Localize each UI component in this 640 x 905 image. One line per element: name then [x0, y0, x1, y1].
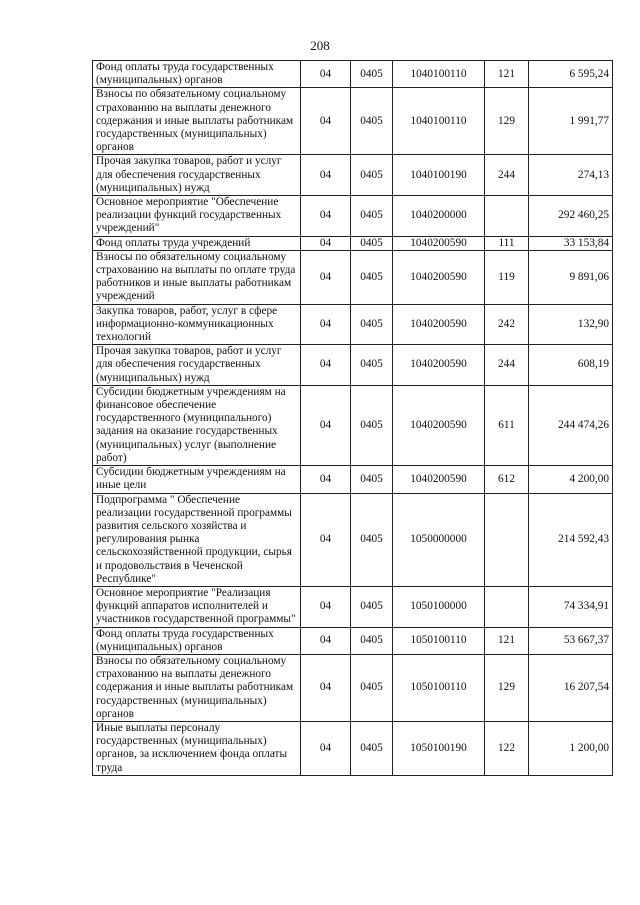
row-expense-type: 611	[485, 385, 529, 465]
row-name: Прочая закупка товаров, работ и услуг для обеспечения государственных (муниципальных) нужд	[93, 155, 301, 196]
row-name: Субсидии бюджетным учреждениям на иные цели	[93, 466, 301, 493]
row-target-article: 1040200590	[393, 466, 485, 493]
row-target-article: 1050100000	[393, 586, 485, 627]
table-row	[93, 493, 613, 586]
row-subsection: 0405	[351, 627, 393, 654]
row-target-article: 1040200590	[393, 385, 485, 465]
row-expense-type: 121	[485, 627, 529, 654]
row-amount: 16 207,54	[529, 654, 613, 721]
row-section: 04	[301, 196, 351, 237]
row-name: Взносы по обязательному социальному страхованию на выплаты денежного содержания и иные выплаты работникам государственных (муниципальных) органов	[93, 654, 301, 721]
row-target-article: 1040200590	[393, 236, 485, 250]
row-name: Прочая закупка товаров, работ и услуг для обеспечения государственных (муниципальных) нужд	[93, 345, 301, 386]
table-row	[93, 586, 613, 627]
row-section: 04	[301, 466, 351, 493]
row-name: Иные выплаты персоналу государственных (муниципальных) органов, за исключением фонда оплаты труда	[93, 721, 301, 775]
row-amount: 53 667,37	[529, 627, 613, 654]
row-expense-type: 119	[485, 250, 529, 304]
row-subsection: 0405	[351, 196, 393, 237]
row-subsection: 0405	[351, 61, 393, 88]
row-expense-type: 242	[485, 304, 529, 345]
row-section: 04	[301, 721, 351, 775]
row-section: 04	[301, 61, 351, 88]
row-subsection: 0405	[351, 155, 393, 196]
budget-table	[92, 60, 613, 776]
row-name: Взносы по обязательному социальному страхованию на выплаты по оплате труда работников и иные выплаты работникам учреждений	[93, 250, 301, 304]
row-subsection: 0405	[351, 345, 393, 386]
row-expense-type: 129	[485, 88, 529, 155]
table-row	[93, 304, 613, 345]
row-name: Подпрограмма " Обеспечение реализации государственной программы развития сельского хозяйства и регулирования рынка сельскохозяйственной продукции, сырья и продовольствия в Чеченской Республике"	[93, 493, 301, 586]
row-target-article: 1040200000	[393, 196, 485, 237]
row-expense-type: 121	[485, 61, 529, 88]
row-amount: 274,13	[529, 155, 613, 196]
row-target-article: 1040100190	[393, 155, 485, 196]
row-amount: 74 334,91	[529, 586, 613, 627]
row-section: 04	[301, 586, 351, 627]
row-name: Взносы по обязательному социальному страхованию на выплаты денежного содержания и иные выплаты работникам государственных (муниципальных) органов	[93, 88, 301, 155]
row-amount: 9 891,06	[529, 250, 613, 304]
row-name: Субсидии бюджетным учреждениям на финансовое обеспечение государственного (муниципального) задания на оказание государственных (муниципальных) услуг (выполнение работ)	[93, 385, 301, 465]
row-section: 04	[301, 236, 351, 250]
row-target-article: 1040100110	[393, 61, 485, 88]
row-section: 04	[301, 345, 351, 386]
row-section: 04	[301, 627, 351, 654]
row-subsection: 0405	[351, 586, 393, 627]
row-amount: 244 474,26	[529, 385, 613, 465]
row-subsection: 0405	[351, 385, 393, 465]
table-row	[93, 236, 613, 250]
table-row	[93, 345, 613, 386]
table-row	[93, 721, 613, 775]
row-expense-type: 111	[485, 236, 529, 250]
row-section: 04	[301, 250, 351, 304]
row-amount: 1 200,00	[529, 721, 613, 775]
row-name: Фонд оплаты труда государственных (муниципальных) органов	[93, 627, 301, 654]
row-subsection: 0405	[351, 304, 393, 345]
row-target-article: 1040200590	[393, 304, 485, 345]
row-expense-type	[485, 493, 529, 586]
row-target-article: 1040200590	[393, 250, 485, 304]
table-row	[93, 196, 613, 237]
budget-table-body	[93, 61, 613, 776]
row-section: 04	[301, 654, 351, 721]
row-amount: 6 595,24	[529, 61, 613, 88]
page-number: 208	[310, 38, 330, 53]
row-section: 04	[301, 155, 351, 196]
row-subsection: 0405	[351, 236, 393, 250]
row-expense-type: 244	[485, 155, 529, 196]
row-subsection: 0405	[351, 721, 393, 775]
row-target-article: 1040100110	[393, 88, 485, 155]
row-expense-type	[485, 196, 529, 237]
row-expense-type	[485, 586, 529, 627]
row-amount: 33 153,84	[529, 236, 613, 250]
table-row	[93, 466, 613, 493]
row-name: Закупка товаров, работ, услуг в сфере информационно-коммуникационных технологий	[93, 304, 301, 345]
row-section: 04	[301, 88, 351, 155]
row-subsection: 0405	[351, 654, 393, 721]
row-subsection: 0405	[351, 88, 393, 155]
row-expense-type: 122	[485, 721, 529, 775]
row-expense-type: 612	[485, 466, 529, 493]
table-row	[93, 385, 613, 465]
row-expense-type: 129	[485, 654, 529, 721]
row-name: Основное мероприятие "Реализация функций аппаратов исполнителей и участников государственной программы"	[93, 586, 301, 627]
table-row	[93, 88, 613, 155]
row-amount: 1 991,77	[529, 88, 613, 155]
row-target-article: 1050100110	[393, 627, 485, 654]
table-row	[93, 654, 613, 721]
row-subsection: 0405	[351, 466, 393, 493]
row-name: Фонд оплаты труда учреждений	[93, 236, 301, 250]
table-row	[93, 250, 613, 304]
row-amount: 4 200,00	[529, 466, 613, 493]
table-row	[93, 627, 613, 654]
row-section: 04	[301, 385, 351, 465]
row-target-article: 1050100110	[393, 654, 485, 721]
row-amount: 292 460,25	[529, 196, 613, 237]
row-expense-type: 244	[485, 345, 529, 386]
row-amount: 608,19	[529, 345, 613, 386]
row-name: Основное мероприятие "Обеспечение реализации функций государственных учреждений"	[93, 196, 301, 237]
row-amount: 214 592,43	[529, 493, 613, 586]
row-section: 04	[301, 493, 351, 586]
row-target-article: 1050100190	[393, 721, 485, 775]
table-row	[93, 155, 613, 196]
row-name: Фонд оплаты труда государственных (муниципальных) органов	[93, 61, 301, 88]
row-target-article: 1050000000	[393, 493, 485, 586]
table-row	[93, 61, 613, 88]
row-amount: 132,90	[529, 304, 613, 345]
row-target-article: 1040200590	[393, 345, 485, 386]
row-subsection: 0405	[351, 250, 393, 304]
row-subsection: 0405	[351, 493, 393, 586]
row-section: 04	[301, 304, 351, 345]
